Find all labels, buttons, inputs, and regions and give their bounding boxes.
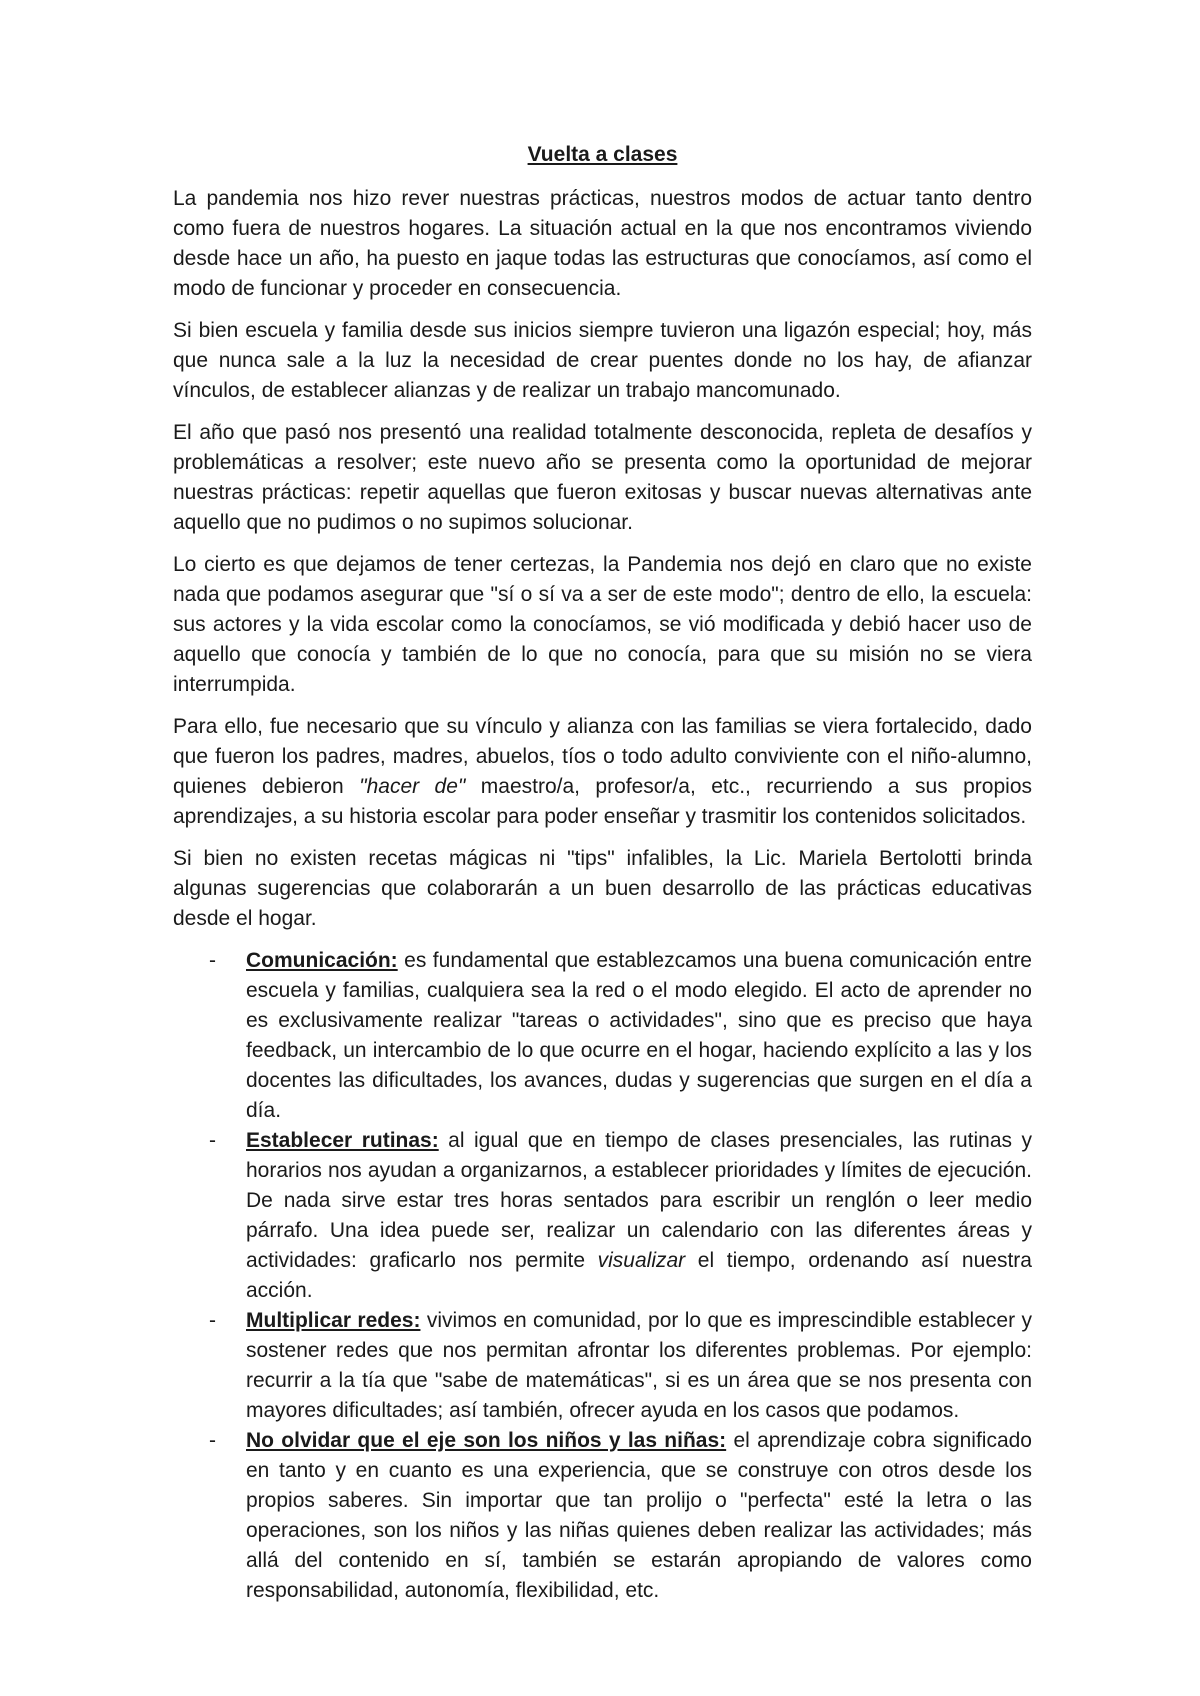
tip-label: Establecer rutinas:	[246, 1129, 439, 1152]
paragraph-4: Lo cierto es que dejamos de tener certezas, la Pandemia nos dejó en claro que no existe nada que podamos asegurar que "sí o sí va a ser de este modo"; dentro de ello, la escuela: sus actores y la vida escolar como la conocíamos, se vió modificada y debió hacer uso de aquello que conocía y también de lo que no conocía, para que su misión no se viera interrumpida.	[173, 553, 1032, 696]
tip-text-end: el tiempo, ordenando así nuestra acción.	[246, 1249, 1032, 1302]
list-dash: -	[209, 1429, 216, 1452]
tip-item-multiplicar-redes	[173, 1306, 1032, 1426]
list-dash: -	[209, 1129, 216, 1152]
tip-label: No olvidar que el eje son los niños y las niñas:	[246, 1429, 727, 1452]
tip-item-comunicacion	[173, 946, 1032, 1126]
list-dash: -	[209, 949, 216, 972]
tip-item-no-olvidar	[173, 1426, 1032, 1606]
paragraph-3: El año que pasó nos presentó una realidad totalmente desconocida, repleta de desafíos y problemáticas a resolver; este nuevo año se presenta como la oportunidad de mejorar nuestras prácticas: repetir aquellas que fueron exitosas y buscar nuevas alternativas ante aquello que no pudimos o no supimos solucionar.	[173, 421, 1032, 534]
paragraph-5-italic-phrase: "hacer de"	[359, 775, 466, 798]
tip-italic-word: visualizar	[597, 1249, 686, 1272]
tip-text: al igual que en tiempo de clases presenciales, las rutinas y horarios nos ayudan a organizarnos, a establecer prioridades y límites de ejecución. De nada sirve estar tres horas sentados para escribir un renglón o leer medio párrafo. Una idea puede ser, realizar un calendario con las diferentes áreas y actividades: graficarlo nos permite	[246, 1129, 1033, 1272]
tip-label: Comunicación:	[246, 949, 398, 972]
list-dash: -	[209, 1309, 216, 1332]
tip-text: vivimos en comunidad, por lo que es imprescindible establecer y sostener redes que nos permitan afrontar los diferentes problemas. Por ejemplo: recurrir a la tía que "sabe de matemáticas", si es un área que se nos presenta con mayores dificultades; así también, ofrecer ayuda en los casos que podamos.	[246, 1309, 1032, 1422]
tip-item-establecer-rutinas	[173, 1126, 1032, 1306]
paragraph-5-text-start: Para ello, fue necesario que su vínculo y alianza con las familias se viera fortalecido, dado que fueron los padres, madres, abuelos, tíos o todo adulto conviviente con el niño-alumno, quienes debieron	[173, 715, 1032, 798]
tips-list	[173, 946, 1032, 1606]
tip-label: Multiplicar redes:	[246, 1309, 421, 1332]
document-title: Vuelta a clases	[527, 143, 678, 166]
paragraph-5	[173, 712, 1032, 832]
document-body	[173, 140, 1032, 1606]
paragraph-1: La pandemia nos hizo rever nuestras prácticas, nuestros modos de actuar tanto dentro como fuera de nuestros hogares. La situación actual en la que nos encontramos viviendo desde hace un año, ha puesto en jaque todas las estructuras que conocíamos, así como el modo de funcionar y proceder en consecuencia.	[173, 187, 1032, 300]
paragraph-2: Si bien escuela y familia desde sus inicios siempre tuvieron una ligazón especial; hoy, más que nunca sale a la luz la necesidad de crear puentes donde no los hay, de afianzar vínculos, de establecer alianzas y de realizar un trabajo mancomunado.	[173, 319, 1032, 402]
paragraph-5-text-end: maestro/a, profesor/a, etc., recurriendo a sus propios aprendizajes, a su historia escolar para poder enseñar y trasmitir los contenidos solicitados.	[173, 775, 1032, 828]
paragraph-6: Si bien no existen recetas mágicas ni "tips" infalibles, la Lic. Mariela Bertolotti brinda algunas sugerencias que colaborarán a un buen desarrollo de las prácticas educativas desde el hogar.	[173, 847, 1032, 930]
tip-text: el aprendizaje cobra significado en tanto y en cuanto es una experiencia, que se construye con otros desde los propios saberes. Sin importar que tan prolijo o "perfecta" esté la letra o las operaciones, son los niños y las niñas quienes deben realizar las actividades; más allá del contenido en sí, también se estarán apropiando de valores como responsabilidad, autonomía, flexibilidad, etc.	[246, 1429, 1032, 1602]
tip-text: es fundamental que establezcamos una buena comunicación entre escuela y familias, cualquiera sea la red o el modo elegido. El acto de aprender no es exclusivamente realizar "tareas o actividades", sino que es preciso que haya feedback, un intercambio de lo que ocurre en el hogar, haciendo explícito a las y los docentes las dificultades, los avances, dudas y sugerencias que surgen en el día a día.	[246, 949, 1032, 1122]
